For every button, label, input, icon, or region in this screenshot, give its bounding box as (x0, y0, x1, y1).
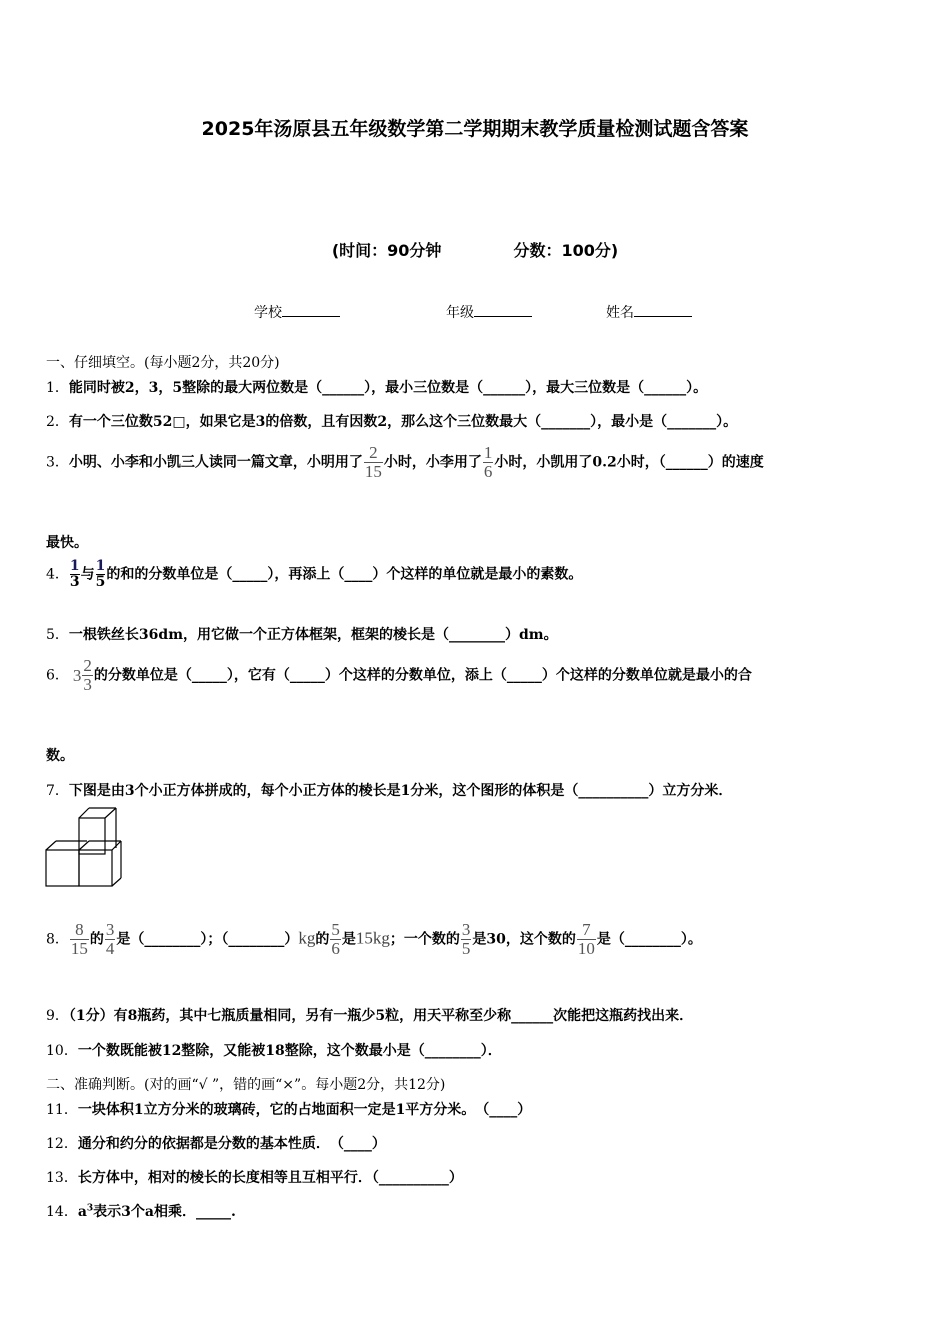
fraction: $\frac{8}{15}$ (70, 920, 88, 958)
fraction: $\frac{5}{6}$ (331, 920, 340, 958)
grade-label: 年级 (446, 305, 474, 321)
question-text: 有一个三位数52□，如果它是3的倍数，且有因数2，那么这个三位数最大（_______），最小是（_______）。 (68, 414, 738, 430)
question-text: 一块体积1立方分米的玻璃砖，它的占地面积一定是1平方分米。 （____） (77, 1102, 532, 1118)
fraction: $\frac{3}{5}$ (461, 920, 471, 958)
question-text: 表示3个a相乘．_____. (93, 1204, 236, 1220)
section-heading-fill-in: 一、仔细填空。(每小题2分，共20分) (46, 355, 280, 371)
question-number: 8． (46, 931, 69, 948)
question-text: 下图是由3个小正方体拼成的，每个小正方体的棱长是1分米，这个图形的体积是（__________）立方分米． (68, 783, 733, 799)
question-8: 8． $\frac{8}{15}$ 的 $\frac{3}{4}$ 是（________）；（________）kg的 $\frac{5}{6}$ 是15kg；一个数的 $\frac{3}{5}$ 是30，这个数的 $\frac{7}{10}$ 是（________）。 (46, 920, 702, 958)
question-text: 长方体中，相对的棱长的长度相等且互相平行．（__________） (77, 1170, 463, 1186)
question-14: 14．$a^3$表示3个a相乘．_____. (46, 1203, 236, 1220)
question-5 (46, 624, 558, 644)
question-text: （1分）有8瓶药，其中七瓶质量相同，另有一瓶少5粒，用天平称至少称______次能把这瓶药找出来． (68, 1008, 694, 1024)
section-heading-true-false: 二、准确判断。(对的画“√ ”，错的画“×”。每小题2分，共12分) (46, 1077, 446, 1093)
question-9 (46, 1005, 693, 1025)
grade-field[interactable] (446, 302, 532, 322)
fraction: $\frac{2}{15}$ (364, 443, 382, 481)
question-number: 5． (46, 627, 69, 643)
question-7 (46, 780, 732, 800)
name-blank[interactable] (634, 302, 692, 317)
question-number: 7． (46, 783, 69, 799)
question-text: 小时，小凯用了0.2小时，（______）的速度 (494, 454, 764, 471)
grade-blank[interactable] (474, 302, 532, 317)
question-text: 通分和约分的依据都是分数的基本性质． （____） (77, 1136, 386, 1152)
question-text: 一个数既能被12整除，又能被18整除，这个数最小是（________）． (77, 1043, 502, 1059)
question-3-continued: 最快。 (46, 535, 88, 551)
question-number: 13． (46, 1170, 78, 1186)
fraction: $\frac{1}{6}$ (483, 443, 493, 481)
question-number: 9． (46, 1008, 69, 1024)
question-4: 4． $\frac{1}{3}$ 与 $\frac{1}{5}$ 的和的分数单位是（_____），再添上（____）个这样的单位就是最小的素数。 (46, 558, 583, 590)
total-score: 分数：100分) (513, 241, 619, 260)
question-6: 6． 3 $\frac{2}{3}$ 的分数单位是（_____），它有（_____）个这样的分数单位，添上（_____）个这样的分数单位就是最小的合 (46, 656, 752, 694)
question-text: 一根铁丝长36dm，用它做一个正方体框架，框架的棱长是（________）dm。 (68, 627, 558, 643)
question-number: 10． (46, 1043, 78, 1059)
time-limit: (时间：90分钟 (331, 241, 442, 260)
fraction: $\frac{7}{10}$ (577, 920, 595, 958)
question-text: 的和的分数单位是（_____），再添上（____）个这样的单位就是最小的素数。 (106, 566, 583, 583)
school-blank[interactable] (282, 302, 340, 317)
question-11 (46, 1099, 531, 1119)
page-title: 2025年汤原县五年级数学第二学期期末教学质量检测试题含答案 (201, 118, 749, 140)
question-3 (46, 444, 764, 481)
fraction: $\frac{1}{3}$ (69, 558, 80, 590)
cube-figure (44, 806, 124, 888)
question-1 (46, 377, 707, 397)
fraction: $\frac{1}{5}$ (95, 558, 106, 590)
exam-meta (0, 238, 950, 261)
question-number: 3． (46, 454, 69, 471)
question-number: 6． (46, 667, 69, 684)
question-2 (46, 411, 737, 431)
question-6-continued: 数。 (46, 748, 74, 764)
school-field[interactable] (254, 302, 340, 322)
name-field[interactable] (606, 302, 692, 322)
question-text: 小明、小李和小凯三人读同一篇文章，小明用了 (68, 454, 363, 471)
question-text: 的分数单位是（_____），它有（_____）个这样的分数单位，添上（_____）个这样的分数单位就是最小的合 (93, 667, 752, 684)
fraction: $\frac{2}{3}$ (83, 656, 92, 694)
question-text: 小时，小李用了 (383, 454, 482, 471)
fraction: $\frac{3}{4}$ (105, 920, 115, 958)
question-number: 4． (46, 566, 69, 583)
question-number: 11． (46, 1102, 78, 1118)
school-label: 学校 (254, 305, 282, 321)
question-12 (46, 1133, 386, 1153)
question-number: 14． (46, 1204, 78, 1220)
question-10 (46, 1040, 502, 1060)
question-text: 能同时被2，3，5整除的最大两位数是（______），最小三位数是（______），最大三位数是（______）。 (68, 380, 708, 396)
question-number: 2． (46, 414, 69, 430)
question-13 (46, 1167, 463, 1187)
name-label: 姓名 (606, 305, 634, 321)
question-number: 1． (46, 380, 69, 396)
question-number: 12． (46, 1136, 78, 1152)
